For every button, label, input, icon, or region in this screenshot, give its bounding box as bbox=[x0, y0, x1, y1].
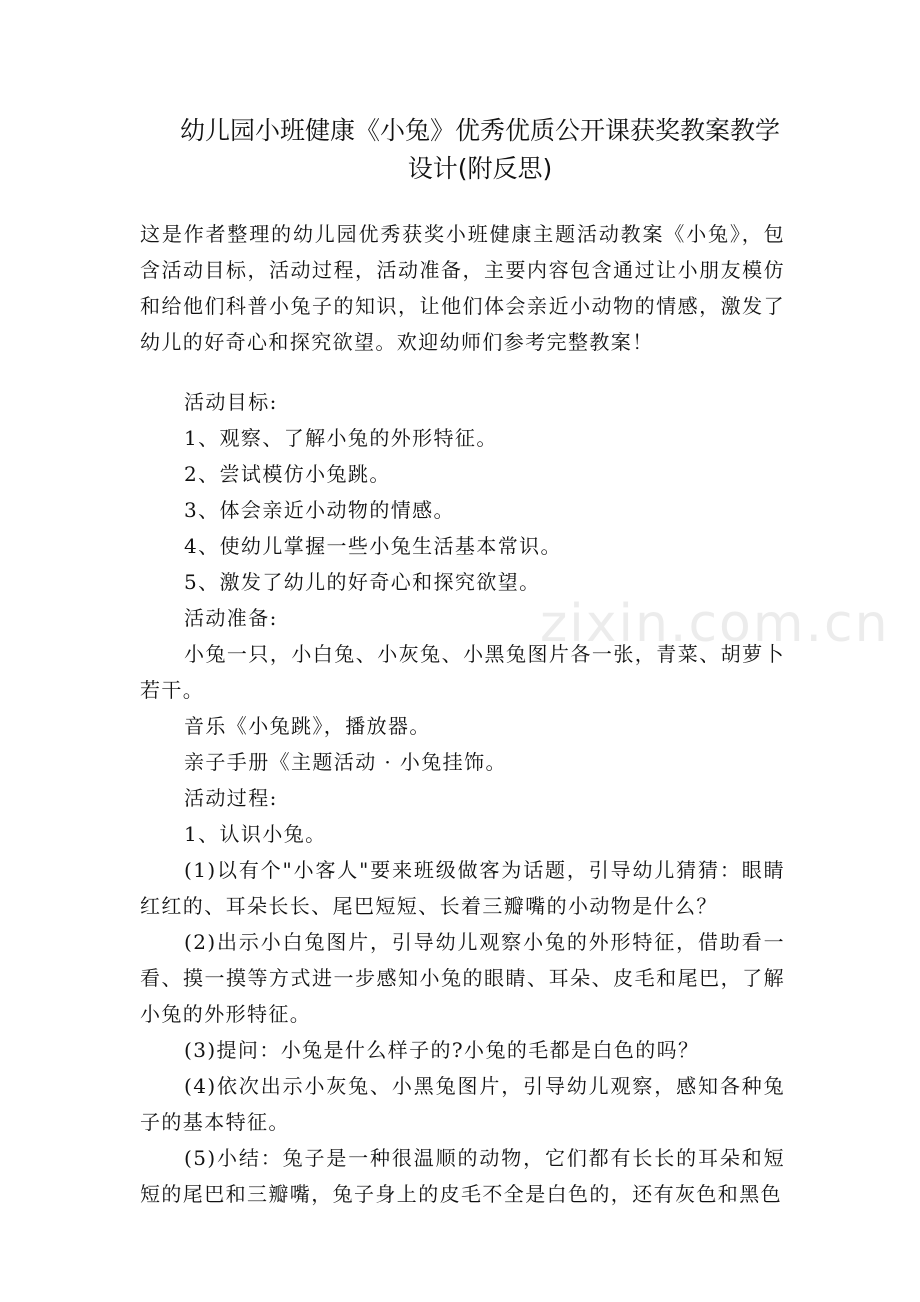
objective-item: 2、尝试模仿小兔跳。 bbox=[184, 462, 391, 486]
process-step: 1、认识小兔。 bbox=[184, 822, 327, 846]
preparation-item: 小兔一只，小白兔、小灰兔、小黑兔图片各一张，青菜、胡萝卜若干。 bbox=[140, 642, 785, 702]
section-heading-process: 活动过程: bbox=[184, 786, 278, 810]
objective-item: 1、观察、了解小兔的外形特征。 bbox=[184, 426, 498, 450]
section-heading-objectives: 活动目标: bbox=[184, 390, 278, 414]
process-substep: (4)依次出示小灰兔、小黑兔图片，引导幼儿观察，感知各种兔子的基本特征。 bbox=[140, 1074, 785, 1134]
intro-paragraph: 这是作者整理的幼儿园优秀获奖小班健康主题活动教案《小兔》，包含活动目标，活动过程，活动准备，主要内容包含通过让小朋友模仿和给他们科普小兔子的知识，让他们体会亲近小动物的情感，激发了幼儿的好奇心和探究欲望。欢迎幼师们参考完整教案！ bbox=[140, 222, 785, 354]
title-line-2: 设计(附反思) bbox=[407, 154, 553, 183]
process-substep: (1)以有个"小客人"要来班级做客为话题，引导幼儿猜猜：眼睛红红的、耳朵长长、尾巴短短、长着三瓣嘴的小动物是什么？ bbox=[140, 858, 785, 918]
title-line-1: 幼儿园小班健康《小兔》优秀优质公开课获奖教案教学 bbox=[179, 116, 780, 145]
objective-item: 5、激发了幼儿的好奇心和探究欲望。 bbox=[184, 570, 541, 594]
preparation-item: 亲子手册《主题活动 · 小兔挂饰。 bbox=[184, 750, 507, 774]
document-title bbox=[140, 112, 820, 188]
process-substep: (5)小结：兔子是一种很温顺的动物，它们都有长长的耳朵和短短的尾巴和三瓣嘴，兔子身上的皮毛不全是白色的，还有灰色和黑色 bbox=[140, 1146, 785, 1206]
section-heading-preparation: 活动准备: bbox=[184, 606, 278, 630]
objective-item: 4、使幼儿掌握一些小兔生活基本常识。 bbox=[184, 534, 562, 558]
watermark: zixin.com.cn bbox=[540, 594, 890, 654]
objective-item: 3、体会亲近小动物的情感。 bbox=[184, 498, 455, 522]
preparation-item: 音乐《小兔跳》，播放器。 bbox=[184, 714, 431, 738]
process-substep: (3)提问：小兔是什么样子的?小兔的毛都是白色的吗？ bbox=[184, 1038, 700, 1062]
process-substep: (2)出示小白兔图片，引导幼儿观察小兔的外形特征，借助看一看、摸一摸等方式进一步感知小兔的眼睛、耳朵、皮毛和尾巴，了解小兔的外形特征。 bbox=[140, 930, 785, 1026]
document-body bbox=[140, 384, 785, 1212]
